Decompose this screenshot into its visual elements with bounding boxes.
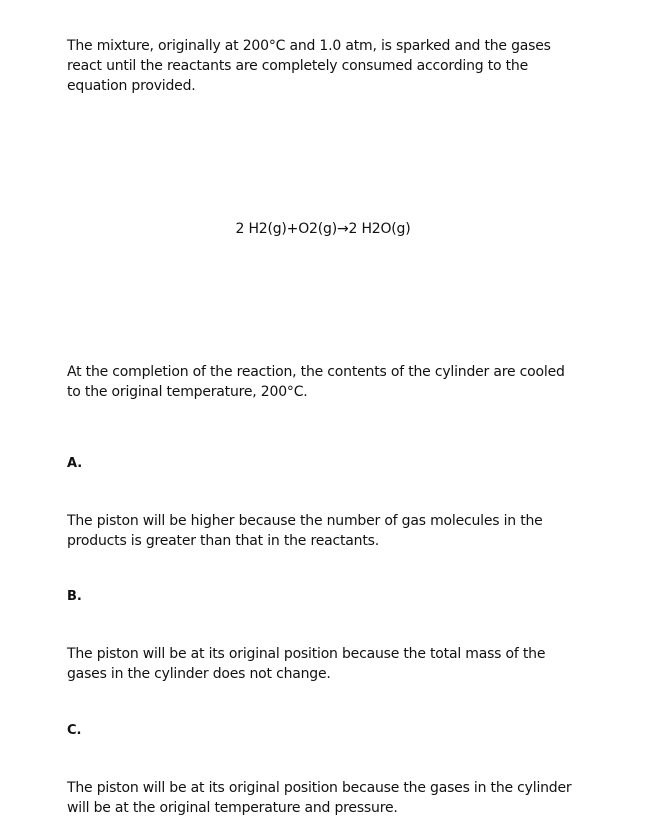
completion-paragraph: At the completion of the reaction, the contents of the cylinder are cooled to the original temperature, 200°C. bbox=[67, 364, 565, 400]
option-c-label: C. bbox=[67, 723, 82, 738]
intro-paragraph: The mixture, originally at 200°C and 1.0 atm, is sparked and the gases react until the reactants are completely consumed according to the equation provided. bbox=[67, 38, 551, 94]
chemical-equation: 2 H2(g)+O2(g)→2 H2O(g) bbox=[235, 221, 411, 237]
option-c-text: The piston will be at its original position because the gases in the cylinder will be at the original temperature and pressure. bbox=[67, 780, 572, 816]
option-a-text: The piston will be higher because the number of gas molecules in the products is greater than that in the reactants. bbox=[67, 513, 543, 549]
option-a-label: A. bbox=[67, 456, 83, 471]
option-b-text: The piston will be at its original position because the total mass of the gases in the cylinder does not change. bbox=[67, 646, 546, 682]
option-b-label: B. bbox=[67, 589, 82, 604]
